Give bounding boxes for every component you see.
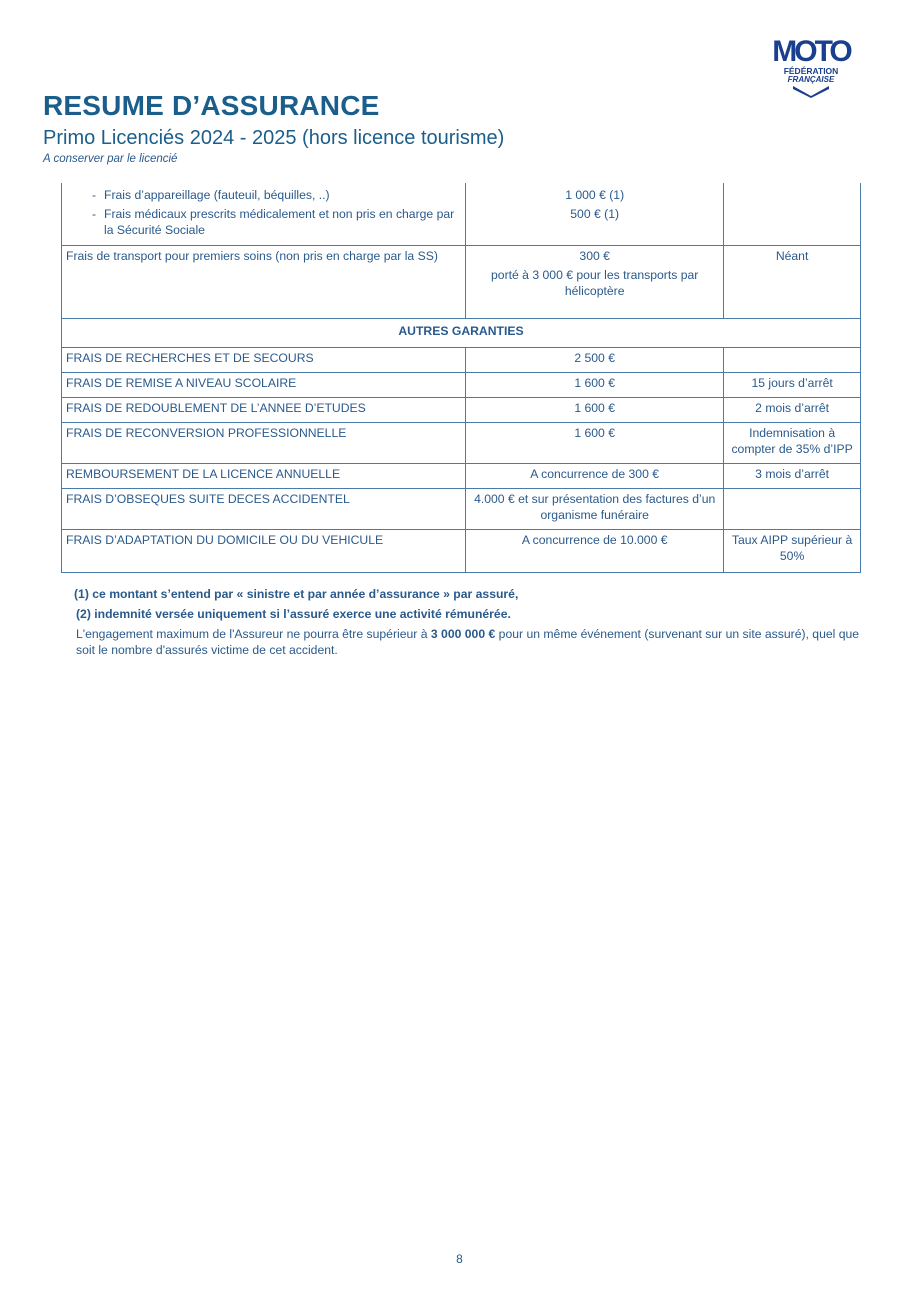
- logo-text-main: MOTO: [772, 35, 850, 68]
- cap-text-after: pour un même événement (survenant sur un site assuré), quel que soit le nombre d'assurés victime de cet accident.: [76, 627, 860, 657]
- cap-amount: 3 000 000 €: [430, 627, 496, 641]
- footer-notes: [76, 586, 876, 658]
- bullet-list: [66, 187, 461, 238]
- table-cell-amount: 4.000 € et sur présentation des factures d’un organisme funéraire: [466, 489, 724, 530]
- logo-text-line2: FRANÇAISE: [787, 75, 835, 84]
- list-item: - Frais d’appareillage (fauteuil, béquilles, ..): [92, 187, 461, 203]
- table-cell-condition: [724, 489, 861, 530]
- table-cell-label: FRAIS D’OBSEQUES SUITE DECES ACCIDENTEL: [62, 489, 466, 530]
- table-cell-amount: 1 600 €: [466, 373, 724, 398]
- table-cell-amount: 1 600 €: [466, 398, 724, 423]
- table-cell-label: FRAIS DE RECHERCHES ET DE SECOURS: [62, 348, 466, 373]
- liability-cap-text: [76, 626, 876, 658]
- cap-text-before: L'engagement maximum de l'Assureur ne pourra être supérieur à: [76, 627, 431, 641]
- table-row: [62, 373, 861, 398]
- table-row: [62, 246, 861, 319]
- table-cell-label: FRAIS DE REDOUBLEMENT DE L’ANNEE D’ETUDES: [62, 398, 466, 423]
- table-cell-condition: [724, 183, 861, 246]
- table-cell-label: Frais de transport pour premiers soins (non pris en charge par la SS): [62, 246, 466, 319]
- table-cell-condition: Taux AIPP supérieur à 50%: [724, 530, 861, 573]
- insurance-table: [61, 183, 861, 573]
- page-subtitle: Primo Licenciés 2024 - 2025 (hors licence tourisme): [43, 127, 505, 149]
- table-row: [62, 183, 861, 246]
- table-row: [62, 489, 861, 530]
- footnote-1: (1) ce montant s’entend par « sinistre et par année d’assurance » par assuré,: [74, 587, 519, 601]
- table-cell-label: FRAIS D’ADAPTATION DU DOMICILE OU DU VEHICULE: [62, 530, 466, 573]
- footnote-2: (2) indemnité versée uniquement si l’assuré exerce une activité rémunérée.: [76, 607, 511, 621]
- amount-value: 500 € (1): [570, 207, 620, 221]
- table-cell-label: FRAIS DE RECONVERSION PROFESSIONNELLE: [62, 423, 466, 464]
- table-row: [62, 319, 861, 348]
- table-cell-condition: Indemnisation à compter de 35% d’IPP: [724, 423, 861, 464]
- table-cell-condition: [724, 348, 861, 373]
- page-number: 8: [456, 1252, 463, 1266]
- amount-extra: porté à 3 000 € pour les transports par hélicoptère: [491, 268, 699, 298]
- logo-text-line1: FÉDÉRATION: [783, 66, 839, 76]
- table-cell-amount: [466, 183, 724, 246]
- table-row: [62, 464, 861, 489]
- table-cell-label: [62, 183, 466, 246]
- ffm-logo: [768, 34, 854, 98]
- amount-value: 1 000 € (1): [565, 188, 625, 202]
- table-cell-amount: [466, 246, 724, 319]
- table-cell-condition: 15 jours d’arrêt: [724, 373, 861, 398]
- table-cell-condition: Néant: [724, 246, 861, 319]
- table-cell-condition: 3 mois d’arrêt: [724, 464, 861, 489]
- table-cell-amount: 1 600 €: [466, 423, 724, 464]
- table-cell-condition: 2 mois d’arrêt: [724, 398, 861, 423]
- logo-chevron-icon: [793, 86, 829, 98]
- list-item: - Frais médicaux prescrits médicalement et non pris en charge par la Sécurité Sociale: [92, 206, 461, 238]
- table-row: [62, 398, 861, 423]
- table-row: [62, 348, 861, 373]
- table-cell-amount: A concurrence de 300 €: [466, 464, 724, 489]
- table-row: [62, 530, 861, 573]
- table-cell-amount: A concurrence de 10.000 €: [466, 530, 724, 573]
- page-note: A conserver par le licencié: [43, 153, 178, 165]
- page-title: RESUME D’ASSURANCE: [43, 90, 380, 121]
- table-cell-label: FRAIS DE REMISE A NIVEAU SCOLAIRE: [62, 373, 466, 398]
- table-cell-label: REMBOURSEMENT DE LA LICENCE ANNUELLE: [62, 464, 466, 489]
- section-heading: AUTRES GARANTIES: [62, 319, 861, 348]
- table-row: [62, 423, 861, 464]
- table-cell-amount: 2 500 €: [466, 348, 724, 373]
- amount-value: 300 €: [579, 249, 610, 263]
